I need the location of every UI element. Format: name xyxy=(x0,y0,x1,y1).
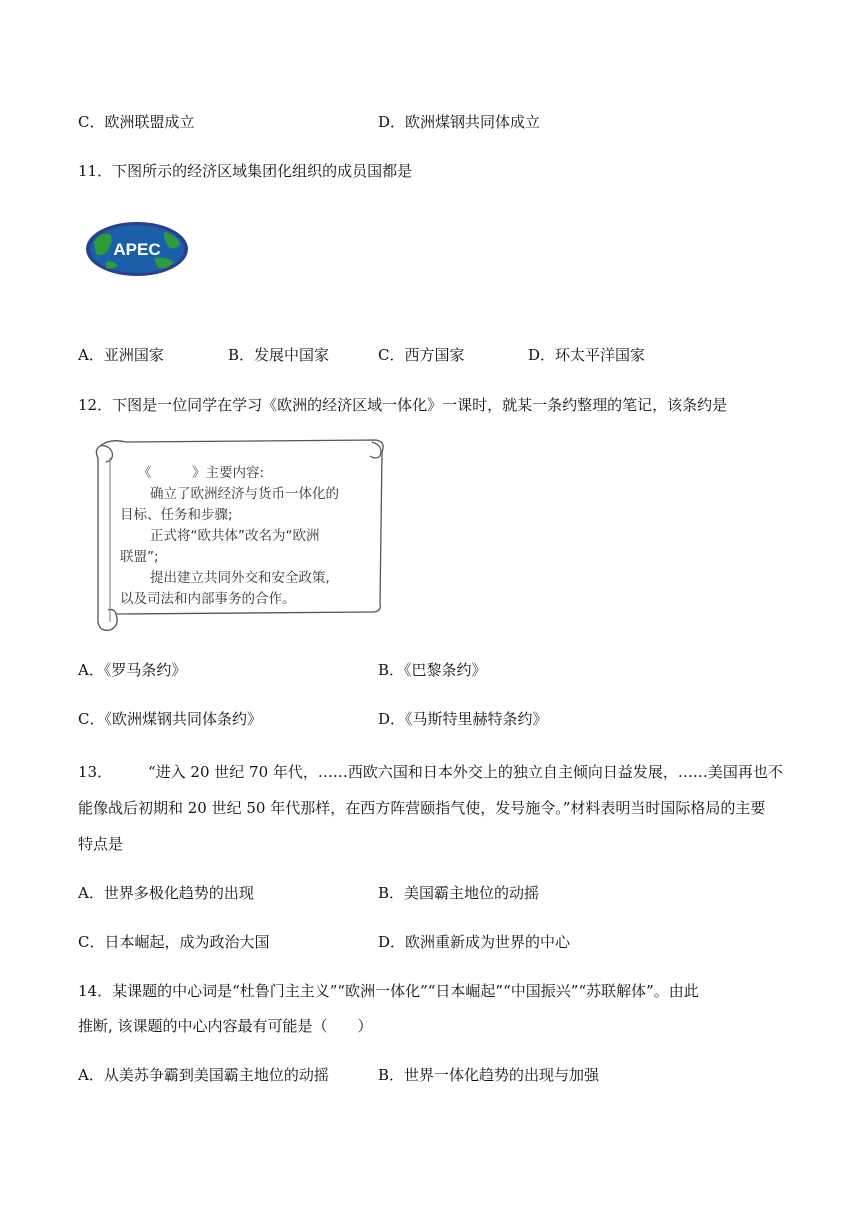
note-line-2: 确立了欧洲经济与货币一体化的 xyxy=(150,486,339,502)
q10-option-d: D．欧洲煤钢共同体成立 xyxy=(378,113,541,131)
apec-logo-text: APEC xyxy=(113,240,161,259)
q10-option-c: C．欧洲联盟成立 xyxy=(78,113,195,131)
q14-line-2: 推断, 该课题的中心内容最有可能是（ ） xyxy=(78,1017,373,1035)
note-line-6: 提出建立共同外交和安全政策, xyxy=(150,570,330,586)
q12-stem: 12．下图是一位同学在学习《欧洲的经济区域一体化》一课时，就某一条约整理的笔记，该条约是 xyxy=(78,396,728,414)
note-line-7: 以及司法和内部事务的合作。 xyxy=(120,591,296,607)
q14-option-b: B．世界一体化趋势的出现与加强 xyxy=(378,1066,600,1084)
q14-line-1: 14．某课题的中心词是“杜鲁门主主义”“欧洲一体化”“日本崛起”“中国振兴”“苏联解体”。由此 xyxy=(78,982,699,1000)
q12-option-a: A．《罗马条约》 xyxy=(78,661,187,679)
q13-number: 13． xyxy=(78,763,113,781)
q13-line-3: 特点是 xyxy=(78,835,124,853)
q13-line-1: “进入 20 世纪 70 年代，……西欧六国和日本外交上的独立自主倾向日益发展，……美国再也不 xyxy=(148,763,783,781)
note-line-4: 正式将“欧共体”改名为“欧洲 xyxy=(150,528,320,544)
q11-option-a: A．亚洲国家 xyxy=(78,346,164,364)
note-line-1: 《 》主要内容: xyxy=(138,465,265,481)
q13-line-2: 能像战后初期和 20 世纪 50 年代那样，在西方阵营颐指气使，发号施令。”材料表明当时国际格局的主要 xyxy=(78,799,766,817)
note-line-5: 联盟”; xyxy=(120,549,159,565)
note-line-3: 目标、任务和步骤; xyxy=(120,507,233,523)
q13-option-c: C．日本崛起，成为政治大国 xyxy=(78,933,270,951)
apec-logo xyxy=(84,220,190,278)
q13-option-b: B．美国霸主地位的动摇 xyxy=(378,884,540,902)
q13-option-d: D．欧洲重新成为世界的中心 xyxy=(378,933,571,951)
q12-option-c: C．《欧洲煤钢共同体条约》 xyxy=(78,710,262,728)
q11-stem: 11．下图所示的经济区域集团化组织的成员国都是 xyxy=(78,162,413,180)
q14-option-a: A．从美苏争霸到美国霸主地位的动摇 xyxy=(78,1066,329,1084)
q12-option-b: B．《巴黎条约》 xyxy=(378,661,487,679)
q11-option-c: C．西方国家 xyxy=(378,346,465,364)
q12-option-d: D．《马斯特里赫特条约》 xyxy=(378,710,548,728)
q13-option-a: A．世界多极化趋势的出现 xyxy=(78,884,254,902)
q11-option-d: D．环太平洋国家 xyxy=(528,346,646,364)
q11-option-b: B．发展中国家 xyxy=(228,346,330,364)
